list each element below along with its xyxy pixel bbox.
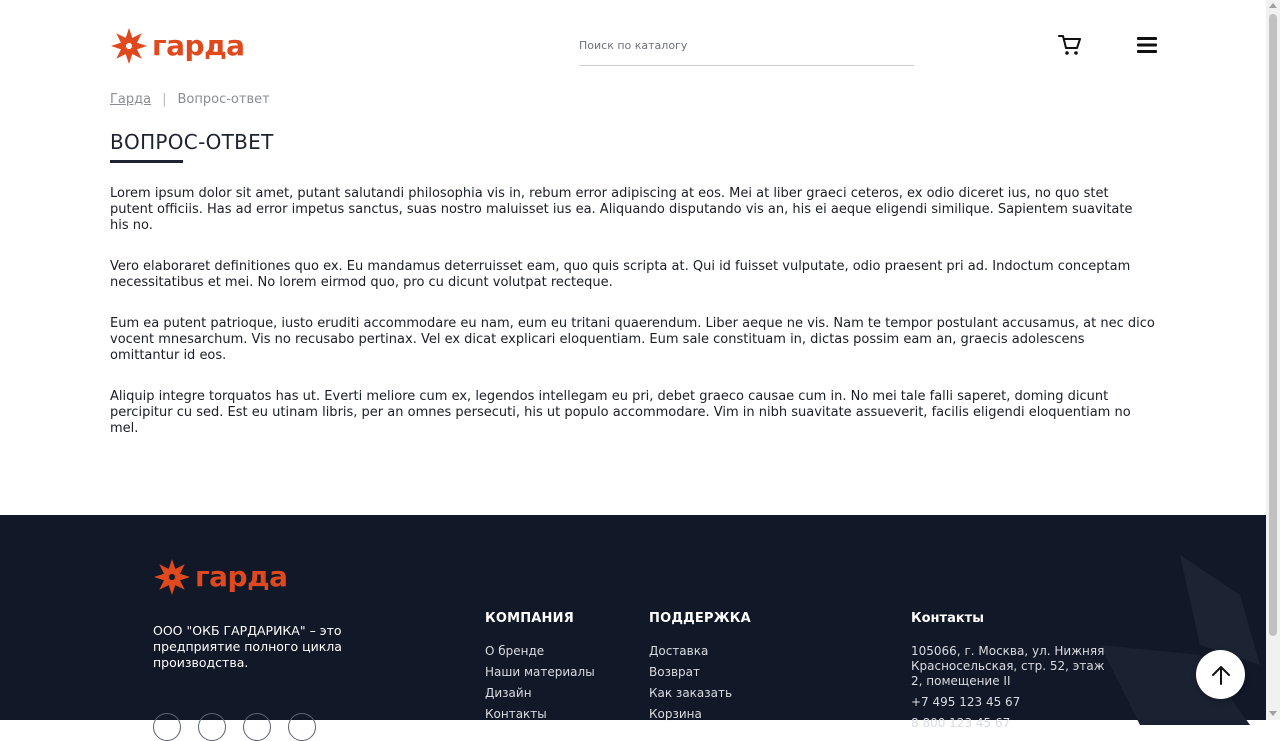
- breadcrumb-home-link[interactable]: Гарда: [110, 92, 152, 107]
- title-underline: [110, 160, 183, 163]
- cart-button[interactable]: [1058, 34, 1082, 56]
- address: 105066, г. Москва, ул. Нижняя Красносельская, стр. 52, этаж 2, помещение II: [911, 644, 1105, 688]
- footer-company-column: [485, 611, 595, 728]
- social-icon[interactable]: [243, 713, 271, 741]
- footer-column-title: ПОДДЕРЖКА: [649, 611, 751, 626]
- scrollbar[interactable]: [1266, 0, 1280, 720]
- phone-link[interactable]: 8 800 123 45 67: [911, 716, 1011, 730]
- header: [0, 0, 1266, 80]
- paragraph: Eum ea putent patrioque, iusto eruditi accommodare eu nam, eum eu tritani quaerendum. Liber aeque ne vis. Nam te tempor postulant accusamus, at nec dico vocent mnesarchum. Vis no recusabo pertinax. Vel ex dicat explicari eloquentiam. Eum sale constituam in, dictas possim eam an, graecis adolescens omittantur id eos.: [110, 316, 1155, 363]
- paragraph: Lorem ipsum dolor sit amet, putant salutandi philosophia vis in, rebum error adipiscing at eos. Mei at liber graeci ceteros, ex odio diceret ius, no quo stet putent officiis. Has ad error impetus sanctus, suas nostro maluisset ius ea. Aliquando disputando vis an, his ei aeque eligendi similique. Sapientem suavitate his no.: [110, 186, 1133, 233]
- breadcrumb-separator: |: [162, 92, 167, 107]
- footer-link-cart[interactable]: Корзина: [649, 707, 702, 721]
- menu-button[interactable]: [1136, 36, 1158, 54]
- snowflake-logo-icon: [153, 558, 191, 596]
- scroll-up-arrow-icon[interactable]: [1269, 3, 1277, 8]
- paragraph: Vero elaboraret definitiones quo ex. Eu mandamus deterruisset eam, quo quis scripta at. Qui id fuisset vulputate, odio praesent pri ad. Indoctum conceptam necessitatibus et mei. No lorem eirmod quo, pro cu dicunt volutpat recteque.: [110, 259, 1131, 290]
- search-box: [579, 30, 914, 66]
- logo[interactable]: [110, 27, 245, 65]
- footer-link-returns[interactable]: Возврат: [649, 665, 700, 679]
- footer-link-delivery[interactable]: Доставка: [649, 644, 709, 658]
- footer: [0, 515, 1266, 730]
- breadcrumb-current: Вопрос-ответ: [177, 92, 270, 107]
- arrow-up-icon: [1210, 664, 1232, 686]
- snowflake-logo-icon: [110, 27, 148, 65]
- content: [110, 186, 1155, 462]
- footer-support-column: [649, 611, 751, 728]
- company-description: ООО "ОКБ ГАРДАРИКА" – это предприятие полного цикла производства.: [153, 623, 342, 670]
- footer-link-design[interactable]: Дизайн: [485, 686, 532, 700]
- footer-logo[interactable]: [153, 558, 288, 596]
- phone-link[interactable]: +7 495 123 45 67: [911, 695, 1021, 709]
- social-links: [153, 713, 316, 741]
- footer-column-title: КОМПАНИЯ: [485, 611, 574, 626]
- footer-column-title: Контакты: [911, 611, 984, 626]
- footer-link-how-to-order[interactable]: Как заказать: [649, 686, 733, 700]
- footer-link-contacts[interactable]: Контакты: [485, 707, 547, 721]
- shopping-cart-icon: [1058, 34, 1082, 56]
- logo-text: гарда: [152, 29, 245, 62]
- scrollbar-thumb[interactable]: [1269, 14, 1277, 636]
- footer-logo-text: гарда: [195, 560, 288, 593]
- scroll-to-top-button[interactable]: [1196, 650, 1245, 699]
- social-icon[interactable]: [288, 713, 316, 741]
- social-icon[interactable]: [198, 713, 226, 741]
- breadcrumb: [110, 92, 270, 107]
- scroll-down-arrow-icon[interactable]: [1269, 711, 1277, 716]
- footer-link-materials[interactable]: Наши материалы: [485, 665, 595, 679]
- footer-link-about[interactable]: О бренде: [485, 644, 545, 658]
- footer-contacts: [911, 611, 1116, 737]
- page-title: ВОПРОС-ОТВЕТ: [110, 130, 274, 154]
- hamburger-menu-icon: [1136, 36, 1158, 54]
- paragraph: Aliquip integre torquatos has ut. Everti meliore cum ex, legendos intellegam eu pri, debet graeco causae cum in. No mei tale falli saperet, doming dicunt percipitur cu sed. Est eu utinam libris, per an omnes persecuti, his ut populo accommodare. Vim in nibh suavitate assueverit, facilis eligendi eloquentiam no mel.: [110, 389, 1131, 436]
- search-input[interactable]: [579, 30, 914, 60]
- social-icon[interactable]: [153, 713, 181, 741]
